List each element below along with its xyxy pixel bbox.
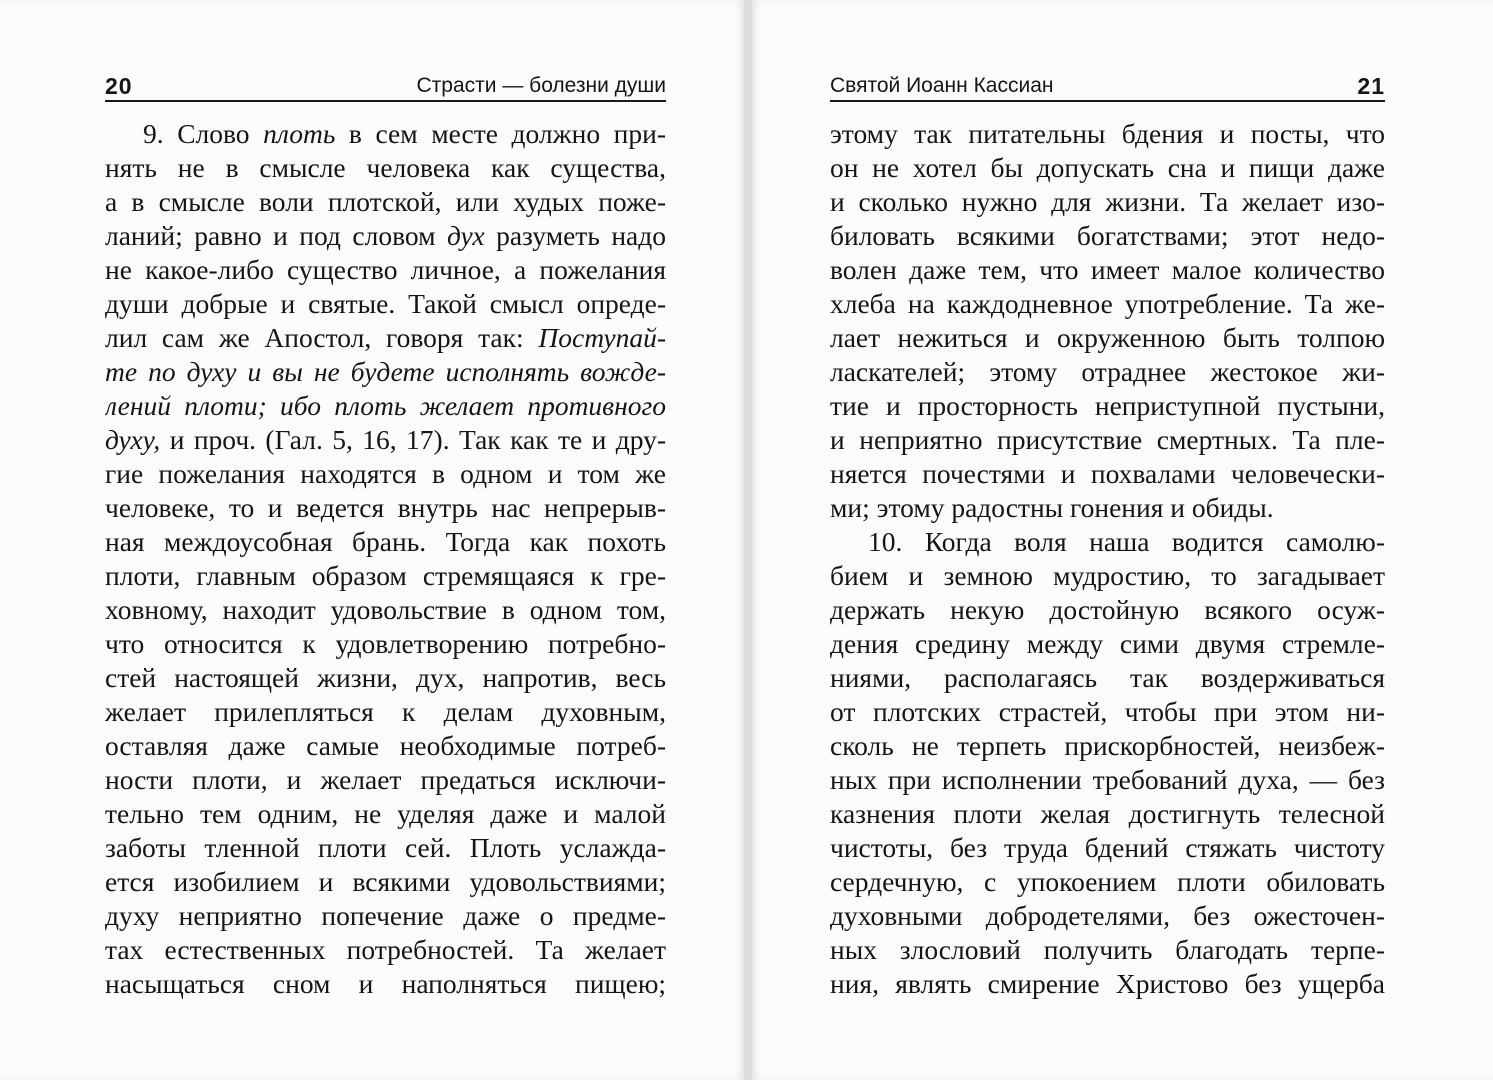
left-page (0, 0, 744, 1080)
text-run: ховному, находит удовольствие в одном том, (105, 594, 666, 625)
right-page-line (830, 899, 1385, 933)
italic-run: лений плоти; ибо плоть желает противного (105, 390, 666, 421)
text-run: сердечную, с упокоением плоти обиловать (830, 866, 1385, 897)
right-page-line (830, 219, 1385, 253)
right-page-line (830, 253, 1385, 287)
left-page-line (105, 831, 666, 865)
left-page-line (105, 729, 666, 763)
text-run: тах естественных потребностей. Та желает (105, 934, 666, 965)
text-run: ми; этому радостны гонения и обиды. (830, 492, 1274, 523)
left-page-header (105, 70, 666, 102)
right-page-line (830, 321, 1385, 355)
text-run: казнения плоти желая достигнуть телесной (830, 798, 1385, 829)
right-page-line (830, 627, 1385, 661)
italic-run: плоть (263, 118, 336, 149)
italic-run: духу, (105, 424, 161, 455)
right-page-line (830, 831, 1385, 865)
text-run: ния, являть смирение Христово без ущерба (830, 968, 1385, 999)
text-run: сколь не терпеть прискорбностей, неизбеж- (830, 730, 1385, 761)
text-run: и сколько нужно для жизни. Та желает изо- (830, 186, 1385, 217)
right-page-line (830, 355, 1385, 389)
text-run: разуметь надо (484, 220, 666, 251)
text-run: биловать всякими богатствами; этот недо- (830, 220, 1385, 251)
right-page-header (830, 70, 1385, 102)
text-run: заботы тленной плоти сей. Плоть услажда- (105, 832, 666, 863)
text-run: в сем месте должно при- (335, 118, 666, 149)
text-run: ная междоусобная брань. Тогда как похоть (105, 526, 666, 557)
text-run: он не хотел бы допускать сна и пищи даже (830, 152, 1385, 183)
text-run: плоти, главным образом стремящаяся к гре- (105, 560, 666, 591)
left-page-line (105, 491, 666, 525)
left-page-line (105, 355, 666, 389)
left-page-line (105, 627, 666, 661)
right-page-line (830, 661, 1385, 695)
text-run: стей настоящей жизни, дух, напротив, весь (105, 662, 666, 693)
text-run: лил сам же Апостол, говоря так: (105, 322, 539, 353)
left-page-line (105, 151, 666, 185)
right-page-line (830, 763, 1385, 797)
left-page-line (105, 525, 666, 559)
text-run: ется изобилием и всякими удовольствиями; (105, 866, 666, 897)
right-page-line (830, 695, 1385, 729)
running-title-right: Святой Иоанн Кассиан (830, 74, 1054, 97)
text-run: оставляя даже самые необходимые потреб- (105, 730, 666, 761)
right-page-line (830, 933, 1385, 967)
italic-run: те по духу и вы не будете исполнять вожде- (105, 356, 666, 387)
right-page-line (830, 457, 1385, 491)
text-run: не какое-либо существо личное, а пожелания (105, 254, 666, 285)
page-number-left: 20 (105, 73, 133, 99)
right-page-line (830, 389, 1385, 423)
text-run: души добрые и святые. Такой смысл опреде- (105, 288, 666, 319)
right-page (752, 0, 1493, 1080)
left-page-line (105, 559, 666, 593)
running-title-left: Страсти — болезни души (416, 74, 666, 97)
page-number-right: 21 (1357, 73, 1385, 99)
right-page-line (830, 491, 1385, 525)
text-run: дения средину между сими двумя стремле- (830, 628, 1385, 659)
left-page-body (105, 117, 666, 1001)
left-page-line (105, 117, 666, 151)
right-page-line (830, 525, 1385, 559)
left-page-line (105, 661, 666, 695)
text-run: хлеба на каждодневное употребление. Та же- (830, 288, 1385, 319)
right-page-line (830, 117, 1385, 151)
left-page-line (105, 797, 666, 831)
text-run: нять не в смысле человека как существа, (105, 152, 666, 183)
text-run: от плотских страстей, чтобы при этом ни- (830, 696, 1385, 727)
text-run: тие и просторность неприступной пустыни, (830, 390, 1385, 421)
right-page-line (830, 967, 1385, 1001)
text-run: ности плоти, и желает предаться исключи- (105, 764, 666, 795)
text-run: человеке, то и ведется внутрь нас непрерыв- (105, 492, 666, 523)
text-run: ласкателей; этому отраднее жестокое жи- (830, 356, 1385, 387)
text-run: гие пожелания находятся в одном и том же (105, 458, 666, 489)
right-page-line (830, 593, 1385, 627)
left-page-line (105, 457, 666, 491)
right-page-body (830, 117, 1385, 1001)
right-page-line (830, 287, 1385, 321)
right-page-line (830, 729, 1385, 763)
left-page-line (105, 423, 666, 457)
text-run: держать некую достойную всякого осуж- (830, 594, 1385, 625)
text-run: ных при исполнении требований духа, — без (830, 764, 1385, 795)
text-run: насыщаться сном и наполняться пищею; (105, 968, 666, 999)
text-run: этому так питательны бдения и посты, что (830, 118, 1385, 149)
left-page-line (105, 219, 666, 253)
right-page-line (830, 797, 1385, 831)
left-page-line (105, 933, 666, 967)
left-page-line (105, 253, 666, 287)
left-page-line (105, 763, 666, 797)
left-page-line (105, 389, 666, 423)
text-run: волен даже тем, что имеет малое количество (830, 254, 1385, 285)
right-page-line (830, 151, 1385, 185)
italic-run: Поступай- (538, 322, 666, 353)
text-run: а в смысле воли плотской, или худых поже- (105, 186, 666, 217)
text-run: 10. Когда воля наша водится самолю- (868, 526, 1385, 557)
left-page-line (105, 593, 666, 627)
text-run: ланий; равно и под словом (105, 220, 447, 251)
left-page-line (105, 695, 666, 729)
left-page-line (105, 899, 666, 933)
text-run: желает прилепляться к делам духовным, (105, 696, 666, 727)
left-page-line (105, 865, 666, 899)
text-run: чистоты, без труда бдений стяжать чистоту (830, 832, 1385, 863)
left-page-line (105, 321, 666, 355)
right-page-line (830, 423, 1385, 457)
left-page-line (105, 185, 666, 219)
text-run: лает нежиться и окруженною быть толпою (830, 322, 1385, 353)
italic-run: дух (446, 220, 485, 251)
left-page-line (105, 287, 666, 321)
text-run: 9. Слово (143, 118, 264, 149)
book-gutter (744, 0, 752, 1080)
text-run: тельно тем одним, не уделяя даже и малой (105, 798, 666, 829)
text-run: няется почестями и похвалами человечески- (830, 458, 1385, 489)
right-page-line (830, 865, 1385, 899)
text-run: духу неприятно попечение даже о предме- (105, 900, 666, 931)
text-run: и проч. (Гал. 5, 16, 17). Так как те и дру- (160, 424, 666, 455)
text-run: что относится к удовлетворению потребно- (105, 628, 666, 659)
text-run: ных злословий получить благодать терпе- (830, 934, 1385, 965)
text-run: бием и земною мудростию, то загадывает (830, 560, 1385, 591)
right-page-line (830, 185, 1385, 219)
left-page-line (105, 967, 666, 1001)
text-run: ниями, располагаясь так воздерживаться (830, 662, 1385, 693)
text-run: и неприятно присутствие смертных. Та пле- (830, 424, 1385, 455)
text-run: духовными добродетелями, без ожесточен- (830, 900, 1385, 931)
right-page-line (830, 559, 1385, 593)
